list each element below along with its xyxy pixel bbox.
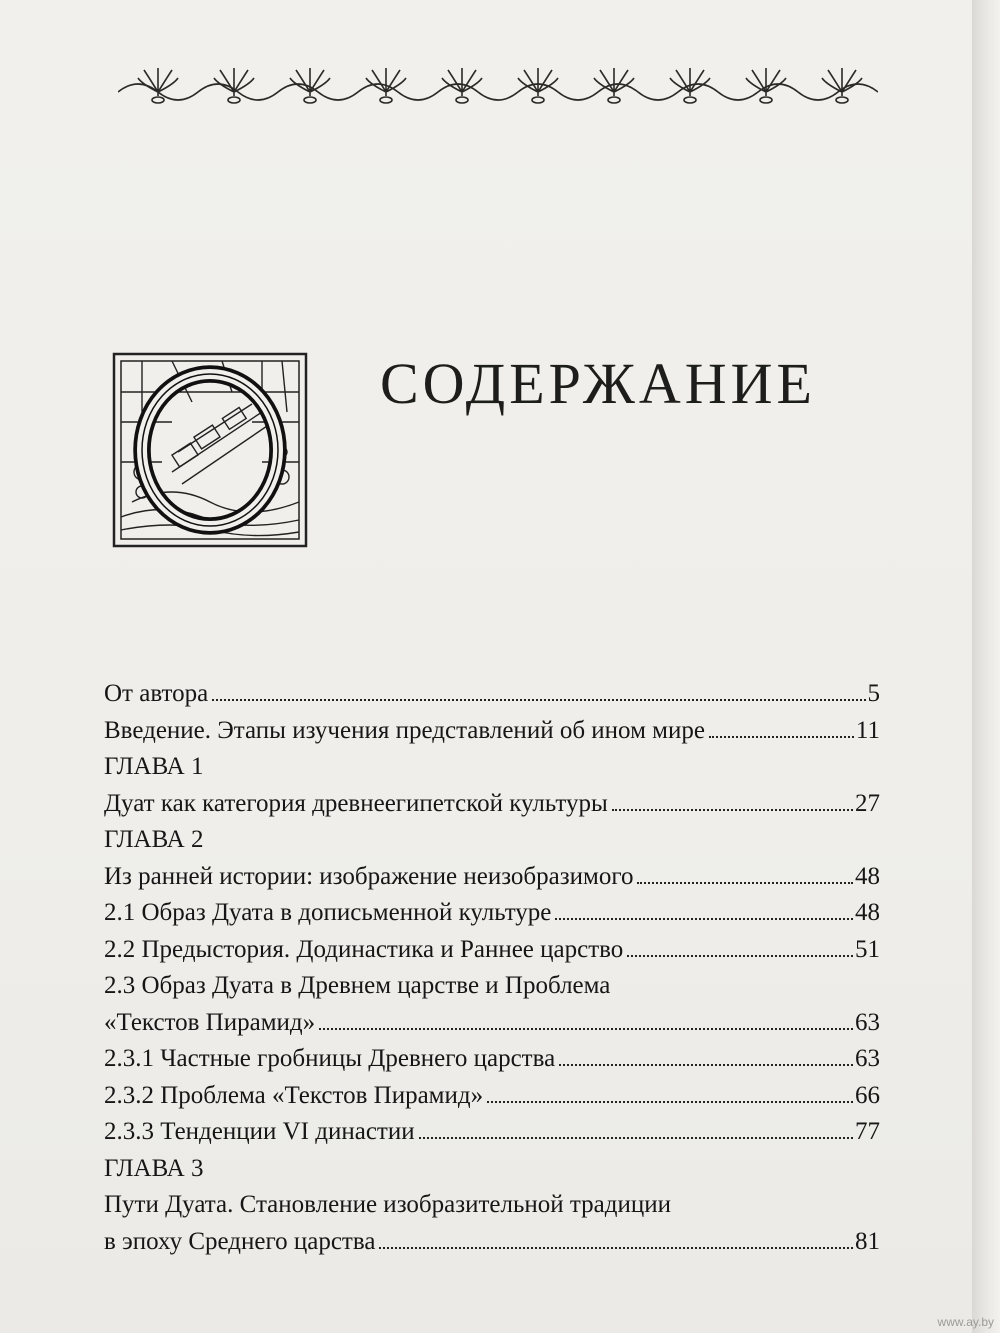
- toc-entry: [104, 968, 880, 1005]
- toc-entry-label: 2.3.3 Тенденции VI династии: [104, 1118, 415, 1145]
- toc-entry-label: в эпоху Среднего царства: [104, 1227, 376, 1255]
- toc-entry-page: 81: [855, 1227, 880, 1255]
- dot-leader: [419, 1137, 853, 1139]
- toc-entry-label: Дуат как категория древнеегипетской культуры: [104, 789, 608, 817]
- dot-leader: [212, 699, 865, 701]
- toc-entry: [104, 932, 880, 969]
- toc-entry-page: 5: [867, 680, 880, 707]
- toc-entry-page: 77: [855, 1118, 880, 1145]
- toc-entry-page: 48: [855, 862, 880, 890]
- dot-leader: [379, 1247, 853, 1249]
- toc-entry: [104, 822, 880, 859]
- toc-entry-label: ГЛАВА 3: [104, 1154, 204, 1182]
- toc-entry-label: Пути Дуата. Становление изобразительной традиции: [104, 1191, 671, 1218]
- toc-entry: [104, 859, 880, 896]
- dot-leader: [612, 809, 853, 811]
- toc-entry-page: 27: [855, 789, 880, 817]
- palmette-border-icon: [118, 62, 878, 106]
- toc-entry: [104, 1151, 880, 1188]
- toc-entry: [104, 895, 880, 932]
- toc-entry-page: 63: [855, 1008, 880, 1036]
- toc-entry: [104, 676, 880, 713]
- page-title: СОДЕРЖАНИЕ: [380, 351, 816, 416]
- toc-entry-label: «Текстов Пирамид»: [104, 1008, 316, 1036]
- toc-entry-label: ГЛАВА 2: [104, 826, 204, 853]
- toc-entry-label: Введение. Этапы изучения представлений об ином мире: [104, 716, 705, 744]
- toc-entry-label: 2.3.2 Проблема «Текстов Пирамид»: [104, 1081, 484, 1109]
- toc-entry: [104, 713, 880, 750]
- toc-entry-label: Из ранней истории: изображение неизобразимого: [104, 862, 634, 890]
- toc-entry: [104, 1078, 880, 1115]
- dot-leader: [709, 736, 854, 738]
- dot-leader: [559, 1064, 853, 1066]
- toc-entry: [104, 786, 880, 823]
- illuminated-letter-o-icon: [112, 352, 308, 548]
- toc-entry-label: 2.2 Предыстория. Додинастика и Раннее царство: [104, 935, 624, 963]
- dot-leader: [555, 918, 853, 920]
- page-edge: [972, 0, 1000, 1333]
- toc-entry-label: ГЛАВА 1: [104, 753, 204, 780]
- toc-entry-label: 2.1 Образ Дуата в дописьменной культуре: [104, 899, 552, 926]
- toc-entry: [104, 1224, 880, 1261]
- toc-entry: [104, 1041, 880, 1078]
- toc-entry-page: 48: [855, 899, 880, 926]
- table-of-contents: [104, 676, 880, 1260]
- toc-entry-page: 11: [855, 716, 880, 744]
- toc-entry: [104, 749, 880, 786]
- toc-entry: [104, 1114, 880, 1151]
- watermark-text: www.ay.by: [937, 1315, 994, 1329]
- toc-entry-label: 2.3 Образ Дуата в Древнем царстве и Проблема: [104, 972, 611, 999]
- dot-leader: [319, 1028, 853, 1030]
- dot-leader: [637, 882, 853, 884]
- toc-entry-page: 63: [855, 1045, 880, 1072]
- toc-entry-page: 66: [855, 1081, 880, 1109]
- toc-entry: [104, 1005, 880, 1042]
- dot-leader: [627, 955, 853, 957]
- toc-entry-label: 2.3.1 Частные гробницы Древнего царства: [104, 1045, 556, 1072]
- dot-leader: [487, 1101, 853, 1103]
- toc-entry-page: 51: [855, 935, 880, 963]
- toc-entry: [104, 1187, 880, 1224]
- toc-entry-label: От автора: [104, 680, 209, 707]
